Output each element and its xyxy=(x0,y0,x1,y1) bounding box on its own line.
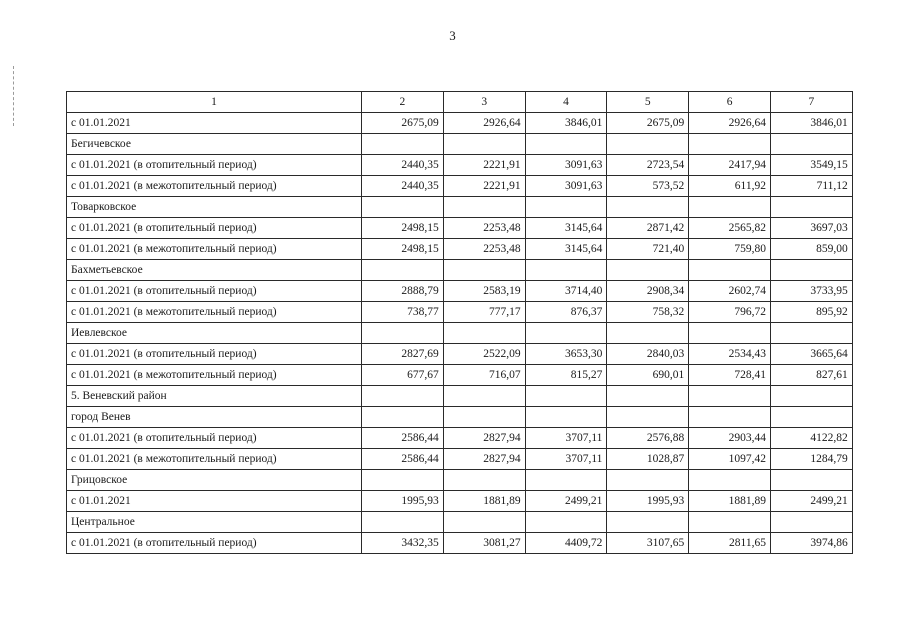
value-cell: 2499,21 xyxy=(770,491,852,512)
value-cell: 3707,11 xyxy=(525,449,607,470)
value-cell xyxy=(607,260,689,281)
value-cell xyxy=(689,323,771,344)
row-label: с 01.01.2021 (в отопительный период) xyxy=(67,155,362,176)
column-header-1: 1 xyxy=(67,92,362,113)
value-cell: 2221,91 xyxy=(443,176,525,197)
value-cell: 2499,21 xyxy=(525,491,607,512)
table-header-row xyxy=(67,92,853,113)
value-cell: 2723,54 xyxy=(607,155,689,176)
value-cell xyxy=(362,197,444,218)
value-cell xyxy=(362,134,444,155)
value-cell xyxy=(525,197,607,218)
value-cell xyxy=(607,512,689,533)
column-header-4: 4 xyxy=(525,92,607,113)
row-label: с 01.01.2021 (в межотопительный период) xyxy=(67,449,362,470)
value-cell xyxy=(607,386,689,407)
column-header-7: 7 xyxy=(770,92,852,113)
section-heading: Бегичевское xyxy=(67,134,362,155)
value-cell xyxy=(362,470,444,491)
value-cell: 2926,64 xyxy=(689,113,771,134)
margin-scan-marks xyxy=(13,66,16,126)
value-cell: 3974,86 xyxy=(770,533,852,554)
value-cell: 2586,44 xyxy=(362,428,444,449)
value-cell: 3145,64 xyxy=(525,218,607,239)
table-row xyxy=(67,344,853,365)
value-cell: 2253,48 xyxy=(443,218,525,239)
value-cell: 3846,01 xyxy=(525,113,607,134)
value-cell xyxy=(689,197,771,218)
table-row xyxy=(67,218,853,239)
value-cell xyxy=(443,197,525,218)
value-cell: 2576,88 xyxy=(607,428,689,449)
value-cell: 758,32 xyxy=(607,302,689,323)
value-cell xyxy=(770,260,852,281)
value-cell xyxy=(443,512,525,533)
value-cell: 3091,63 xyxy=(525,176,607,197)
value-cell xyxy=(770,323,852,344)
value-cell: 2871,42 xyxy=(607,218,689,239)
table-row xyxy=(67,428,853,449)
value-cell: 2534,43 xyxy=(689,344,771,365)
value-cell: 2221,91 xyxy=(443,155,525,176)
value-cell: 1995,93 xyxy=(607,491,689,512)
table-row xyxy=(67,365,853,386)
row-label: с 01.01.2021 (в отопительный период) xyxy=(67,428,362,449)
value-cell xyxy=(689,260,771,281)
value-cell: 3714,40 xyxy=(525,281,607,302)
value-cell: 721,40 xyxy=(607,239,689,260)
row-label: с 01.01.2021 (в отопительный период) xyxy=(67,344,362,365)
value-cell: 4122,82 xyxy=(770,428,852,449)
value-cell xyxy=(443,260,525,281)
value-cell xyxy=(607,134,689,155)
value-cell: 728,41 xyxy=(689,365,771,386)
value-cell: 2827,94 xyxy=(443,449,525,470)
value-cell: 3145,64 xyxy=(525,239,607,260)
value-cell: 1028,87 xyxy=(607,449,689,470)
value-cell xyxy=(689,407,771,428)
value-cell xyxy=(362,323,444,344)
value-cell: 2417,94 xyxy=(689,155,771,176)
section-heading: Грицовское xyxy=(67,470,362,491)
value-cell: 3697,03 xyxy=(770,218,852,239)
value-cell: 1097,42 xyxy=(689,449,771,470)
value-cell: 3653,30 xyxy=(525,344,607,365)
section-heading: город Венев xyxy=(67,407,362,428)
value-cell xyxy=(689,386,771,407)
section-heading: Бахметьевское xyxy=(67,260,362,281)
value-cell xyxy=(362,260,444,281)
value-cell: 2675,09 xyxy=(607,113,689,134)
value-cell: 2440,35 xyxy=(362,155,444,176)
value-cell xyxy=(770,470,852,491)
value-cell xyxy=(525,134,607,155)
value-cell: 2675,09 xyxy=(362,113,444,134)
column-header-3: 3 xyxy=(443,92,525,113)
table-row xyxy=(67,281,853,302)
table-row xyxy=(67,449,853,470)
section-heading-row xyxy=(67,323,853,344)
value-cell: 573,52 xyxy=(607,176,689,197)
value-cell: 859,00 xyxy=(770,239,852,260)
value-cell: 3549,15 xyxy=(770,155,852,176)
value-cell xyxy=(607,470,689,491)
value-cell: 2498,15 xyxy=(362,218,444,239)
section-heading-row xyxy=(67,134,853,155)
value-cell: 3665,64 xyxy=(770,344,852,365)
value-cell: 1284,79 xyxy=(770,449,852,470)
value-cell: 4409,72 xyxy=(525,533,607,554)
value-cell xyxy=(443,386,525,407)
section-heading: 5. Веневский район xyxy=(67,386,362,407)
value-cell xyxy=(525,512,607,533)
value-cell: 2827,94 xyxy=(443,428,525,449)
value-cell: 611,92 xyxy=(689,176,771,197)
value-cell xyxy=(443,407,525,428)
value-cell: 1881,89 xyxy=(689,491,771,512)
value-cell: 2565,82 xyxy=(689,218,771,239)
value-cell: 3081,27 xyxy=(443,533,525,554)
value-cell: 2811,65 xyxy=(689,533,771,554)
value-cell xyxy=(443,323,525,344)
value-cell: 3091,63 xyxy=(525,155,607,176)
row-label: с 01.01.2021 xyxy=(67,113,362,134)
value-cell: 876,37 xyxy=(525,302,607,323)
row-label: с 01.01.2021 (в межотопительный период) xyxy=(67,302,362,323)
table-row xyxy=(67,302,853,323)
value-cell: 2888,79 xyxy=(362,281,444,302)
value-cell: 2522,09 xyxy=(443,344,525,365)
value-cell xyxy=(689,512,771,533)
value-cell: 2908,34 xyxy=(607,281,689,302)
section-heading: Центральное xyxy=(67,512,362,533)
value-cell xyxy=(362,386,444,407)
value-cell xyxy=(770,197,852,218)
value-cell: 2440,35 xyxy=(362,176,444,197)
value-cell xyxy=(770,512,852,533)
value-cell xyxy=(525,386,607,407)
section-heading: Иевлевское xyxy=(67,323,362,344)
value-cell xyxy=(362,512,444,533)
value-cell: 2827,69 xyxy=(362,344,444,365)
table-row xyxy=(67,533,853,554)
section-heading-row xyxy=(67,407,853,428)
section-heading-row xyxy=(67,260,853,281)
row-label: с 01.01.2021 (в отопительный период) xyxy=(67,533,362,554)
row-label: с 01.01.2021 (в межотопительный период) xyxy=(67,239,362,260)
value-cell: 2840,03 xyxy=(607,344,689,365)
value-cell: 711,12 xyxy=(770,176,852,197)
row-label: с 01.01.2021 xyxy=(67,491,362,512)
row-label: с 01.01.2021 (в межотопительный период) xyxy=(67,176,362,197)
value-cell: 895,92 xyxy=(770,302,852,323)
value-cell: 796,72 xyxy=(689,302,771,323)
value-cell xyxy=(525,260,607,281)
table-row xyxy=(67,113,853,134)
table-row xyxy=(67,176,853,197)
value-cell: 2926,64 xyxy=(443,113,525,134)
value-cell: 2602,74 xyxy=(689,281,771,302)
tariff-table-body xyxy=(67,92,853,554)
value-cell: 2498,15 xyxy=(362,239,444,260)
value-cell xyxy=(607,197,689,218)
page-number: 3 xyxy=(449,28,456,43)
section-heading-row xyxy=(67,470,853,491)
value-cell: 827,61 xyxy=(770,365,852,386)
value-cell xyxy=(689,470,771,491)
value-cell: 677,67 xyxy=(362,365,444,386)
value-cell: 738,77 xyxy=(362,302,444,323)
value-cell: 3846,01 xyxy=(770,113,852,134)
value-cell xyxy=(607,323,689,344)
value-cell xyxy=(525,323,607,344)
value-cell: 815,27 xyxy=(525,365,607,386)
row-label: с 01.01.2021 (в межотопительный период) xyxy=(67,365,362,386)
value-cell xyxy=(770,407,852,428)
tariff-table xyxy=(66,91,853,554)
value-cell: 1995,93 xyxy=(362,491,444,512)
value-cell: 690,01 xyxy=(607,365,689,386)
section-heading-row xyxy=(67,197,853,218)
table-row xyxy=(67,491,853,512)
table-row xyxy=(67,239,853,260)
value-cell xyxy=(525,470,607,491)
section-heading-row xyxy=(67,386,853,407)
value-cell: 777,17 xyxy=(443,302,525,323)
value-cell xyxy=(770,386,852,407)
value-cell xyxy=(770,134,852,155)
section-heading-row xyxy=(67,512,853,533)
value-cell xyxy=(525,407,607,428)
value-cell: 3733,95 xyxy=(770,281,852,302)
column-header-2: 2 xyxy=(362,92,444,113)
section-heading: Товарковское xyxy=(67,197,362,218)
value-cell: 2583,19 xyxy=(443,281,525,302)
column-header-5: 5 xyxy=(607,92,689,113)
value-cell: 759,80 xyxy=(689,239,771,260)
value-cell xyxy=(689,134,771,155)
value-cell: 3707,11 xyxy=(525,428,607,449)
value-cell: 3432,35 xyxy=(362,533,444,554)
value-cell: 2253,48 xyxy=(443,239,525,260)
value-cell xyxy=(607,407,689,428)
value-cell xyxy=(443,134,525,155)
value-cell: 1881,89 xyxy=(443,491,525,512)
value-cell: 2586,44 xyxy=(362,449,444,470)
table-row xyxy=(67,155,853,176)
value-cell: 716,07 xyxy=(443,365,525,386)
value-cell: 2903,44 xyxy=(689,428,771,449)
row-label: с 01.01.2021 (в отопительный период) xyxy=(67,281,362,302)
value-cell: 3107,65 xyxy=(607,533,689,554)
value-cell xyxy=(362,407,444,428)
value-cell xyxy=(443,470,525,491)
row-label: с 01.01.2021 (в отопительный период) xyxy=(67,218,362,239)
column-header-6: 6 xyxy=(689,92,771,113)
